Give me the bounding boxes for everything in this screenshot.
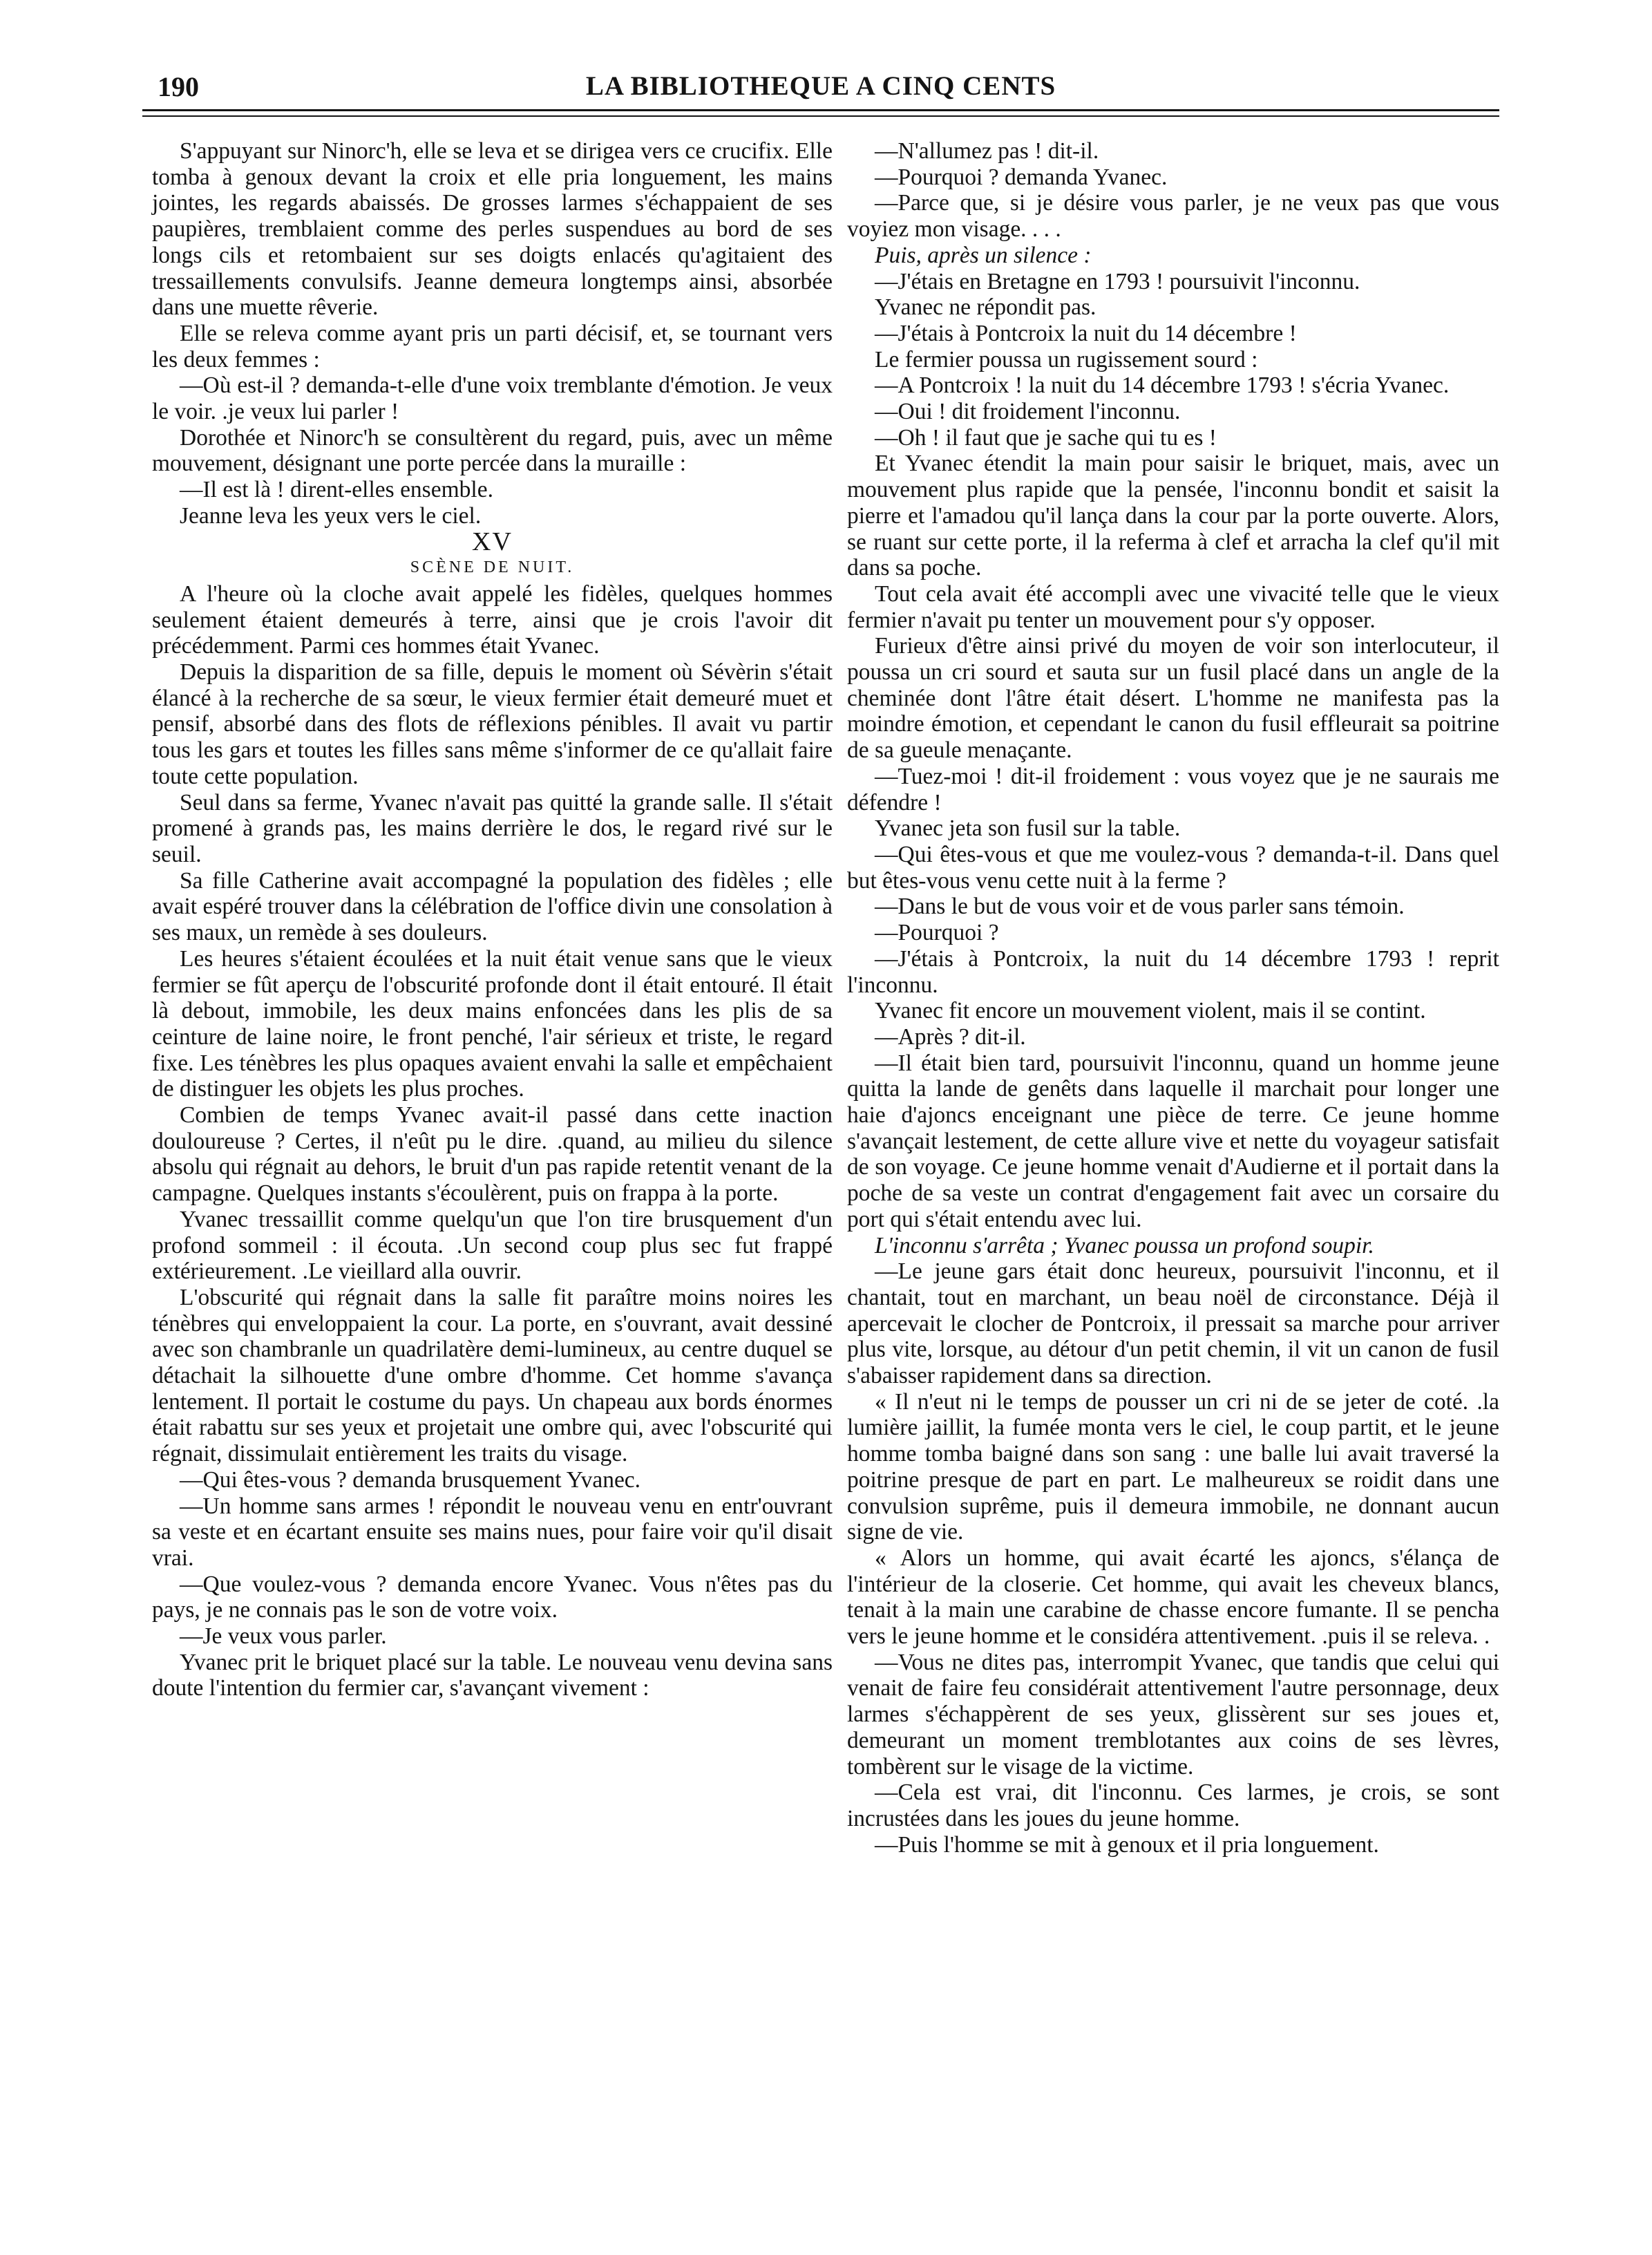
page-header: [142, 66, 1499, 106]
paragraph: Le fermier poussa un rugissement sourd :: [875, 346, 1258, 372]
paragraph: S'appuyant sur Ninorc'h, elle se leva et se dirigea vers ce crucifix. Elle tomba à genoux devant la croix et elle pria longuement, les mains jointes, les regards abaissés. De grosses larmes s'échappaient de ses paupières, tremblaient comme des perles suspendues au bord de ses longs cils et retombaient sur ses doigts enlacés qu'agitaient des tressaillements convulsifs. Jeanne demeura longtemps ainsi, absorbée dans une muette rêverie.: [152, 138, 833, 321]
paragraph: —Pourquoi ?: [875, 920, 999, 946]
chapter-number: XV: [472, 527, 513, 556]
paragraph: Yvanec jeta son fusil sur la table.: [875, 815, 1181, 842]
paragraph: —Oui ! dit froidement l'inconnu.: [875, 399, 1181, 425]
left-column: [152, 138, 833, 1701]
paragraph: Elle se releva comme ayant pris un parti décisif, et, se tournant vers les deux femmes :: [152, 320, 833, 372]
paragraph: —Après ? dit-il.: [875, 1023, 1026, 1050]
paragraph: —N'allumez pas ! dit-il.: [875, 138, 1099, 164]
paragraph: —Parce que, si je désire vous parler, je ne veux pas que vous voyiez mon visage. . . .: [847, 190, 1499, 243]
paragraph: Sa fille Catherine avait accompagné la population des fidèles ; elle avait espéré trouver dans la célébration de l'office divin une consolation à ses maux, un remède à ses douleurs.: [152, 867, 833, 946]
paragraph: —Qui êtes-vous et que me voulez-vous ? demanda-t-il. Dans quel but êtes-vous venu cette nuit à la ferme ?: [847, 841, 1499, 894]
paragraph: —J'étais en Bretagne en 1793 ! poursuivit l'inconnu.: [875, 268, 1360, 294]
paragraph: —Tuez-moi ! dit-il froidement : vous voyez que je ne saurais me défendre !: [847, 763, 1499, 815]
paragraph: —Il était bien tard, poursuivit l'inconnu, quand un homme jeune quitta la lande de genêts dans laquelle il marchait pour longer une haie d'ajoncs enceignant une pièce de terre. Ce jeune homme s'avançait lestement, de cette allure vive et nette du voyageur satisfait de son voyage. Ce jeune homme venait d'Audierne et il portait dans la poche de sa veste un contrat d'engagement fait avec un corsaire du port qui s'était entendu avec lui.: [847, 1050, 1499, 1232]
chapter-title: SCÈNE DE NUIT.: [410, 558, 575, 577]
paragraph: —Il est là ! dirent-elles ensemble.: [180, 477, 493, 503]
paragraph: —Oh ! il faut que je sache qui tu es !: [875, 424, 1217, 451]
header-rule-bottom: [142, 115, 1499, 117]
paragraph: —Le jeune gars était donc heureux, poursuivit l'inconnu, et il chantait, tout en marchant, un beau noël de circonstance. Déjà il apercevait le clocher de Pontcroix, il pressait sa marche pour arriver plus vite, lorsque, au détour d'un petit chemin, il vit un canon de fusil s'abaisser rapidement dans sa direction.: [847, 1258, 1499, 1389]
running-title: LA BIBLIOTHEQUE A CINQ CENTS: [585, 71, 1056, 101]
paragraph: Et Yvanec étendit la main pour saisir le briquet, mais, avec un mouvement plus rapide que la pensée, l'inconnu bondit et saisit la pierre et l'amadou qu'il lança dans la cour par la porte ouverte. Alors, se ruant sur cette porte, il la referma à clef et arracha la clef qu'il mit dans sa poche.: [847, 451, 1499, 581]
paragraph: Seul dans sa ferme, Yvanec n'avait pas quitté la grande salle. Il s'était promené à grands pas, les mains derrière le dos, le regard rivé sur le seuil.: [152, 789, 833, 867]
paragraph: —Vous ne dites pas, interrompit Yvanec, que tandis que celui qui venait de faire feu considérait attentivement l'autre personnage, deux larmes s'échappèrent de ses yeux, glissèrent sur ses joues et, demeurant un moment tremblotantes aux coins de ses lèvres, tombèrent sur le visage de la victime.: [847, 1649, 1499, 1780]
paragraph: « Alors un homme, qui avait écarté les ajoncs, s'élança de l'intérieur de la closerie. Cet homme, qui avait les cheveux blancs, tenait à la main une carabine de chasse encore fumante. Il se pencha vers le jeune homme et le considéra attentivement. .puis il se releva. .: [847, 1545, 1499, 1650]
page-number: 190: [158, 71, 199, 102]
paragraph: —Dans le but de vous voir et de vous parler sans témoin.: [875, 894, 1405, 920]
paragraph: Yvanec tressaillit comme quelqu'un que l'on tire brusquement d'un profond sommeil : il écouta. .Un second coup plus sec fut frappé extérieurement. .Le vieillard alla ouvrir.: [152, 1206, 833, 1285]
paragraph: —Où est-il ? demanda-t-elle d'une voix tremblante d'émotion. Je veux le voir. .je veux lui parler !: [152, 372, 833, 425]
paragraph: Les heures s'étaient écoulées et la nuit était venue sans que le vieux fermier se fût aperçu de l'obscurité profonde dont il était entouré. Il était là debout, immobile, les deux mains enfoncées dans les plis de sa ceinture de laine noire, le front penché, l'air sérieux et triste, le regard fixe. Les ténèbres les plus opaques avaient envahi la salle et empêchaient de distinguer les objets les plus proches.: [152, 945, 833, 1102]
paragraph: Yvanec ne répondit pas.: [875, 294, 1096, 321]
paragraph: Combien de temps Yvanec avait-il passé dans cette inaction douloureuse ? Certes, il n'eût pu le dire. .quand, au milieu du silence absolu qui régnait au dehors, le bruit d'un pas rapide retentit venant de la campagne. Quelques instants s'écoulèrent, puis on frappa à la porte.: [152, 1102, 833, 1207]
paragraph: —Pourquoi ? demanda Yvanec.: [875, 164, 1168, 190]
paragraph: Tout cela avait été accompli avec une vivacité telle que le vieux fermier n'avait pu tenter un mouvement pour s'y opposer.: [847, 581, 1499, 633]
paragraph: —Puis l'homme se mit à genoux et il pria longuement.: [875, 1831, 1379, 1858]
right-column: [847, 138, 1499, 1858]
paragraph: —Cela est vrai, dit l'inconnu. Ces larmes, je crois, se sont incrustées dans les joues du jeune homme.: [847, 1780, 1499, 1831]
paragraph: Dorothée et Ninorc'h se consultèrent du regard, puis, avec un même mouvement, désignant une porte percée dans la muraille :: [152, 424, 833, 477]
paragraph: —Un homme sans armes ! répondit le nouveau venu en entr'ouvrant sa veste et en écartant ensuite ses mains nues, pour faire voir qu'il disait vrai.: [152, 1493, 833, 1571]
paragraph: Yvanec prit le briquet placé sur la table. Le nouveau venu devina sans doute l'intention du fermier car, s'avançant vivement :: [152, 1649, 833, 1701]
paragraph: —Je veux vous parler.: [180, 1623, 387, 1650]
paragraph: —A Pontcroix ! la nuit du 14 décembre 1793 ! s'écria Yvanec.: [875, 372, 1450, 399]
header-rule-top: [142, 109, 1499, 111]
paragraph: Puis, après un silence :: [875, 242, 1092, 268]
paragraph: Jeanne leva les yeux vers le ciel.: [180, 502, 482, 529]
paragraph: Depuis la disparition de sa fille, depuis le moment où Sévèrin s'était élancé à la recherche de sa sœur, le vieux fermier était demeuré muet et pensif, absorbé dans des flots de réflexions pénibles. Il avait vu partir tous les gars et toutes les filles sans même s'informer de ce qu'allait faire toute cette population.: [152, 659, 833, 789]
paragraph: A l'heure où la cloche avait appelé les fidèles, quelques hommes seulement étaient demeurés à terre, ainsi que je crois l'avoir dit précédemment. Parmi ces hommes était Yvanec.: [152, 581, 833, 659]
paragraph: —J'étais à Pontcroix la nuit du 14 décembre !: [875, 320, 1297, 346]
paragraph: Yvanec fit encore un mouvement violent, mais il se contint.: [875, 998, 1426, 1024]
paragraph: —Qui êtes-vous ? demanda brusquement Yvanec.: [180, 1466, 641, 1493]
paragraph: Furieux d'être ainsi privé du moyen de voir son interlocuteur, il poussa un cri sourd et sauta sur un fusil placé dans un angle de la cheminée dont l'âtre était désert. L'homme ne manifesta pas la moindre émotion, et cependant le canon du fusil effleurait sa poitrine de sa gueule menaçante.: [847, 633, 1499, 764]
paragraph: L'inconnu s'arrêta ; Yvanec poussa un profond soupir.: [875, 1232, 1374, 1258]
paragraph: L'obscurité qui régnait dans la salle fit paraître moins noires les ténèbres qui enveloppaient la cour. La porte, en s'ouvrant, avait dessiné avec son chambranle un quadrilatère demi-lumineux, au centre duquel se détachait la silhouette d'une ombre d'homme. Cet homme s'avança lentement. Il portait le costume du pays. Un chapeau aux bords énormes était rabattu sur ses yeux et projetait une ombre qui, avec l'obscurité qui régnait, dissimulait entièrement les traits du visage.: [152, 1284, 833, 1467]
paragraph: « Il n'eut ni le temps de pousser un cri ni de se jeter de coté. .la lumière jaillit, la fumée monta vers le ciel, le coup partit, et le jeune homme tomba baigné dans son sang : une balle lui avait traversé la poitrine presque de part en part. Le malheureux se roidit dans une convulsion suprême, puis il demeura immobile, ne donnant aucun signe de vie.: [847, 1388, 1499, 1545]
paragraph: —Que voulez-vous ? demanda encore Yvanec. Vous n'êtes pas du pays, je ne connais pas le son de votre voix.: [152, 1571, 833, 1623]
paragraph: —J'étais à Pontcroix, la nuit du 14 décembre 1793 ! reprit l'inconnu.: [847, 945, 1499, 998]
